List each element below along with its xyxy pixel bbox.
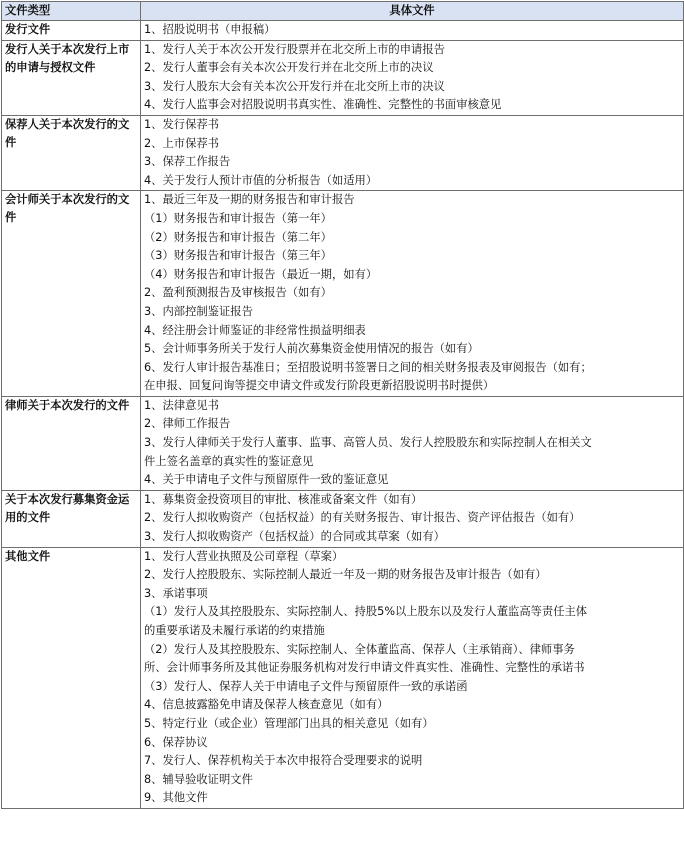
list-item: 8、辅导验收证明文件 [144, 772, 253, 786]
list-item: （2）财务报告和审计报告（第二年） [144, 230, 332, 244]
table-header-row [2, 2, 684, 21]
list-item: 4、信息披露豁免申请及保荐人核查意见（如有） [144, 698, 389, 712]
table-row [2, 40, 684, 115]
list-item: 2、律师工作报告 [144, 417, 231, 431]
list-item: 件上签名盖章的真实性的鉴证意见 [144, 454, 314, 468]
row-type-label: 关于本次发行募集资金运用的文件 [2, 490, 141, 547]
row-items [141, 115, 684, 190]
list-item: 1、发行保荐书 [144, 117, 219, 131]
list-item: 4、发行人监事会对招股说明书真实性、准确性、完整性的书面审核意见 [144, 98, 502, 112]
list-item: 1、发行人营业执照及公司章程（草案） [144, 549, 344, 563]
list-item: 1、发行人关于本次公开发行股票并在北交所上市的申请报告 [144, 42, 445, 56]
list-item: 5、会计师事务所关于发行人前次募集资金使用情况的报告（如有） [144, 342, 479, 356]
header-file-type: 文件类型 [2, 2, 141, 21]
list-item: （3）财务报告和审计报告（第三年） [144, 249, 332, 263]
row-type-label: 会计师关于本次发行的文件 [2, 191, 141, 397]
list-item: 3、保荐工作报告 [144, 155, 231, 169]
list-item: 3、发行人股东大会有关本次公开发行并在北交所上市的决议 [144, 79, 445, 93]
row-type-label: 发行人关于本次发行上市的申请与授权文件 [2, 40, 141, 115]
list-item: 4、关于发行人预计市值的分析报告（如适用） [144, 173, 378, 187]
list-item: 3、发行人律师关于发行人董事、监事、高管人员、发行人控股股东和实际控制人在相关文 [144, 436, 592, 450]
list-item: 6、保荐协议 [144, 735, 208, 749]
table-row [2, 21, 684, 41]
row-items [141, 490, 684, 547]
table-row [2, 490, 684, 547]
list-item: 6、发行人审计报告基准日；至招股说明书签署日之间的相关财务报表及审阅报告（如有； [144, 360, 592, 374]
list-item: （1）财务报告和审计报告（第一年） [144, 211, 332, 225]
list-item: 在申报、回复问询等提交申请文件或发行阶段更新招股说明书时提供） [144, 379, 495, 393]
list-item: 的重要承诺及未履行承诺的约束措施 [144, 624, 325, 637]
row-items [141, 191, 684, 397]
list-item: （2）发行人及其控股股东、实际控制人、全体董监高、保荐人（主承销商）、律师事务 [144, 642, 575, 656]
list-item: （1）发行人及其控股股东、实际控制人、持股5%以上股东以及发行人董监高等责任主体 [144, 605, 588, 619]
table-row [2, 115, 684, 190]
list-item: 1、募集资金投资项目的审批、核准或备案文件（如有） [144, 492, 423, 506]
table-row [2, 547, 684, 808]
list-item: 5、特定行业（或企业）管理部门出具的相关意见（如有） [144, 716, 434, 730]
row-items [141, 21, 684, 41]
list-item: （4）财务报告和审计报告（最近一期，如有） [144, 267, 378, 281]
row-items [141, 547, 684, 808]
list-item: 9、其他文件 [144, 791, 208, 805]
row-type-label: 保荐人关于本次发行的文件 [2, 115, 141, 190]
list-item: 2、盈利预测报告及审核报告（如有） [144, 286, 332, 300]
list-item: 2、上市保荐书 [144, 136, 219, 150]
list-item: 2、发行人控股股东、实际控制人最近一年及一期的财务报告及审计报告（如有） [144, 568, 547, 582]
list-item: 4、经注册会计师鉴证的非经常性损益明细表 [144, 323, 366, 337]
document-table [1, 1, 684, 809]
list-item: 2、发行人拟收购资产（包括权益）的有关财务报告、审计报告、资产评估报告（如有） [144, 511, 581, 525]
list-item: 1、最近三年及一期的财务报告和审计报告 [144, 193, 355, 207]
row-items [141, 40, 684, 115]
list-item: 1、法律意见书 [144, 398, 219, 412]
row-type-label: 发行文件 [2, 21, 141, 41]
header-specific-files: 具体文件 [141, 2, 684, 21]
list-item: 3、内部控制鉴证报告 [144, 304, 253, 318]
list-item: 3、发行人拟收购资产（包括权益）的合同或其草案（如有） [144, 530, 445, 544]
row-items [141, 396, 684, 490]
list-item: （3）发行人、保荐人关于申请电子文件与预留原件一致的承诺函 [144, 679, 468, 693]
list-item: 7、发行人、保荐机构关于本次申报符合受理要求的说明 [144, 754, 423, 768]
list-item: 1、招股说明书（申报稿） [144, 23, 276, 36]
list-item: 所、会计师事务所及其他证券服务机构对发行申请文件真实性、准确性、完整性的承诺书 [144, 661, 585, 675]
list-item: 4、关于申请电子文件与预留原件一致的鉴证意见 [144, 473, 389, 487]
row-type-label: 律师关于本次发行的文件 [2, 396, 141, 490]
table-row [2, 191, 684, 397]
list-item: 3、承诺事项 [144, 586, 208, 600]
table-row [2, 396, 684, 490]
row-type-label: 其他文件 [2, 547, 141, 808]
list-item: 2、发行人董事会有关本次公开发行并在北交所上市的决议 [144, 61, 434, 75]
